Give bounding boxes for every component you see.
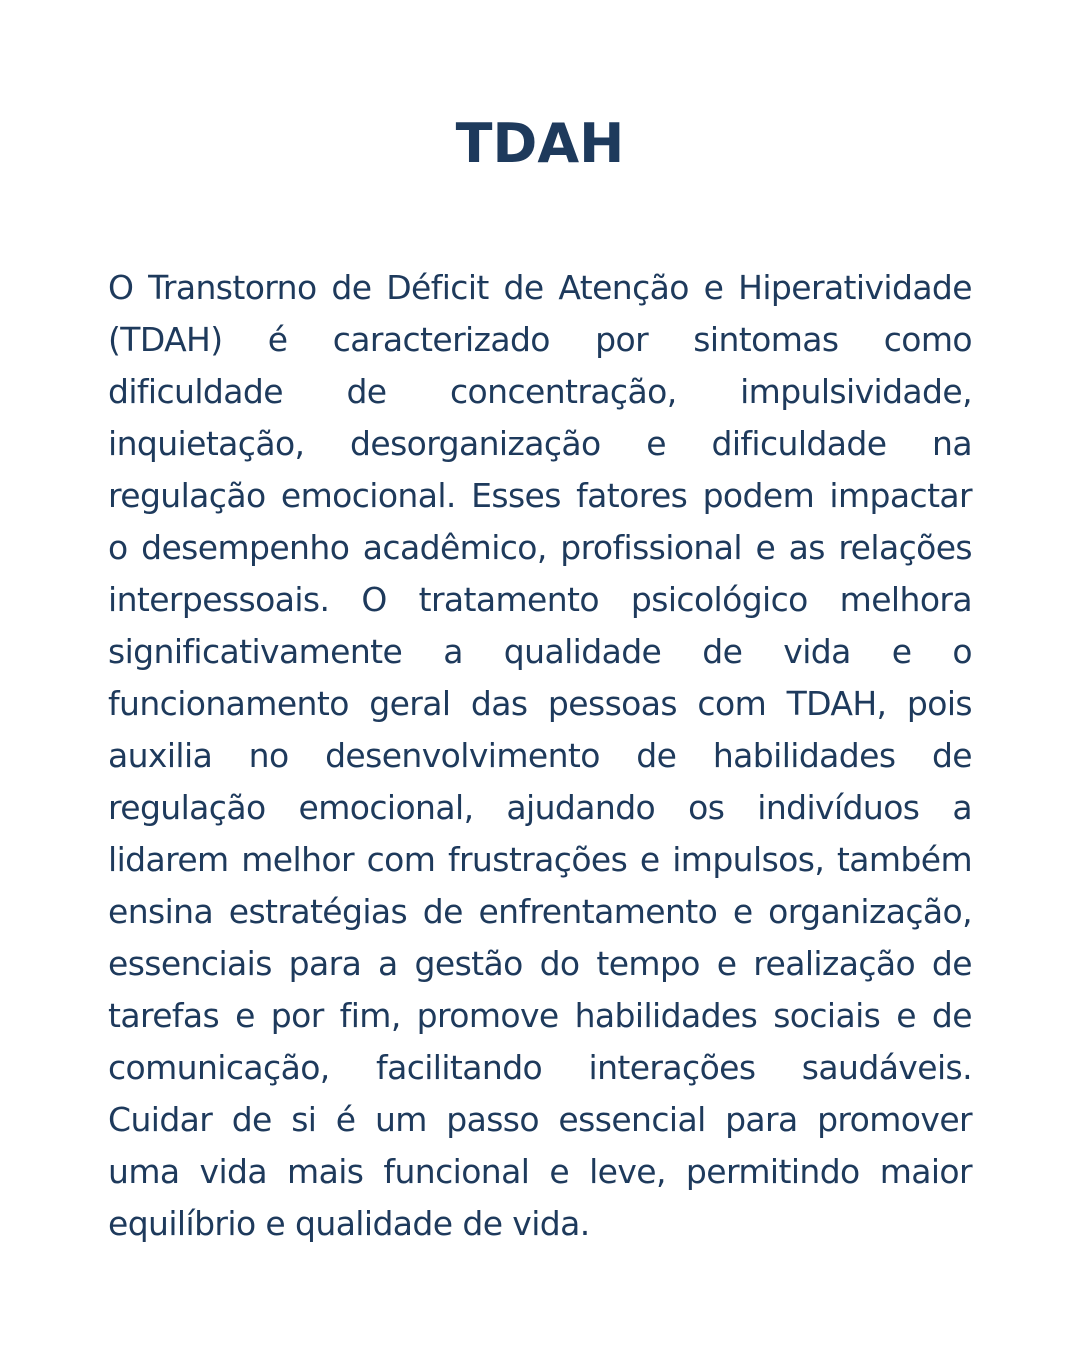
page-title: TDAH — [455, 112, 625, 175]
body-paragraph: O Transtorno de Déficit de Atenção e Hiperatividade (TDAH) é caracterizado por sintomas como dificuldade de concentração, impulsividade, inquietação, desorganização e dificuldade na regulação emocional. Esses fatores podem impactar o desempenho acadêmico, profissional e as relações interpessoais. O tratamento psicológico melhora significativamente a qualidade de vida e o funcionamento geral das pessoas com TDAH, pois auxilia no desenvolvimento de habilidades de regulação emocional, ajudando os indivíduos a lidarem melhor com frustrações e impulsos, também ensina estratégias de enfrentamento e organização, essenciais para a gestão do tempo e realização de tarefas e por fim, promove habilidades sociais e de comunicação, facilitando interações saudáveis. Cuidar de si é um passo essencial para promover uma vida mais funcional e leve, permitindo maior equilíbrio e qualidade de vida. — [108, 268, 972, 1243]
